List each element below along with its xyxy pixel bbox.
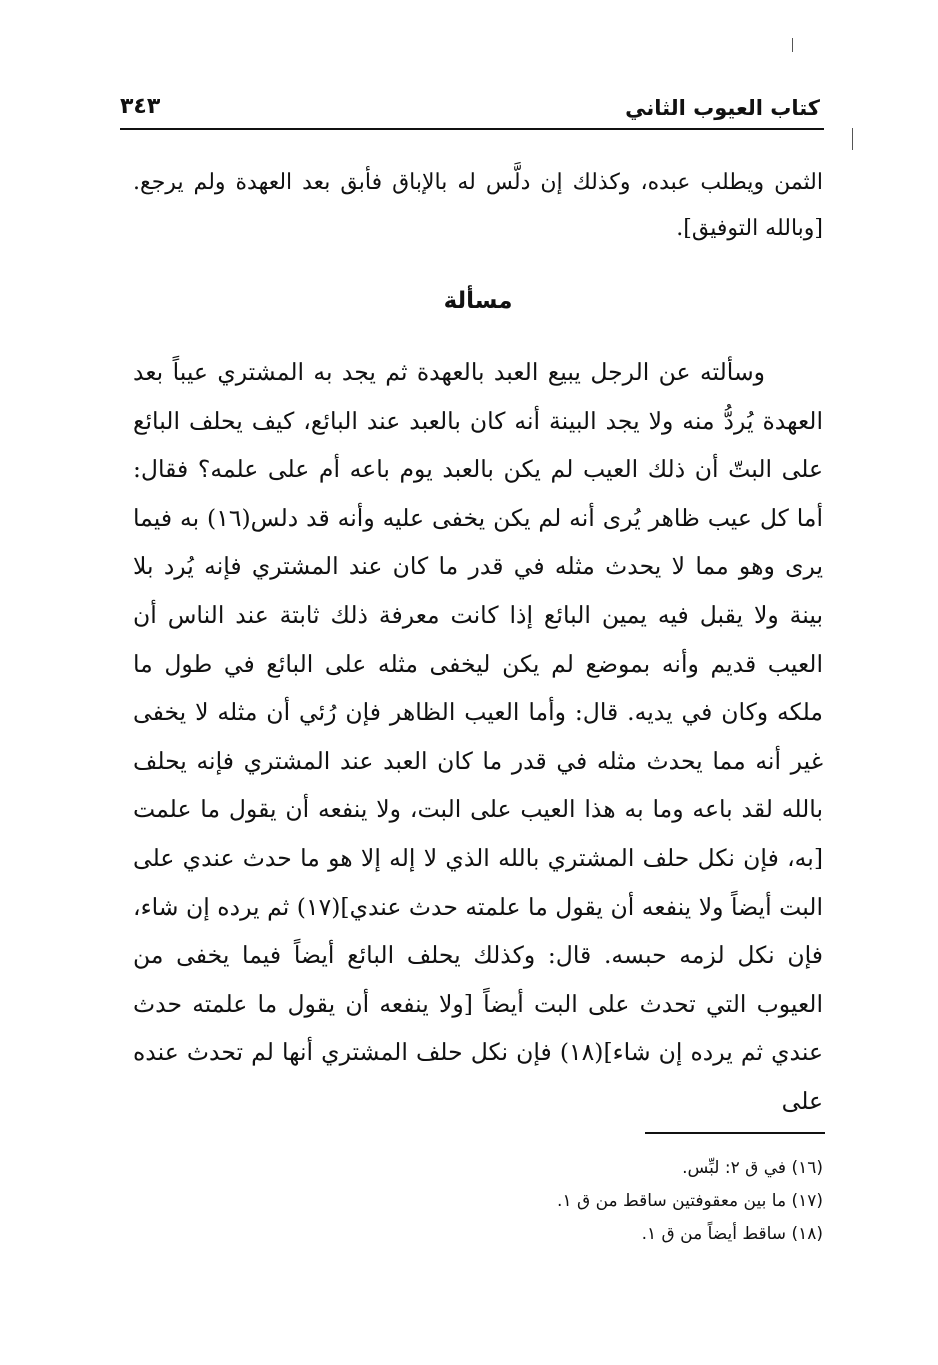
running-title: كتاب العيوب الثاني bbox=[625, 96, 820, 120]
scan-mark bbox=[792, 38, 793, 52]
footnote-rule bbox=[645, 1132, 825, 1134]
body-paragraph: وسألته عن الرجل يبيع العبد بالعهدة ثم يجد به المشتري عيباً بعد العهدة يُردُّ منه ولا يجد البينة أنه كان بالعبد عند البائع، كيف يحلف البائع على البتّ أن ذلك العيب لم يكن بالعبد يوم باعه أم على علمه؟ فقال: أما كل عيب ظاهر يُرى أنه لم يكن يخفى عليه وأنه قد دلس(١٦) به فيما يرى وهو مما لا يحدث مثله في قدر ما كان عند المشتري فإنه يُرد بلا بينة ولا يقبل فيه يمين البائع إذا كانت معرفة ذلك ثابتة عند الناس أن العيب قديم وأنه بموضع لم يكن ليخفى مثله على البائع في طول ما ملكه وكان في يديه. قال: وأما العيب الظاهر فإن رُئي أن مثله لا يخفى غير أنه مما يحدث مثله في قدر ما كان العبد عند المشتري فإنه يحلف بالله لقد باعه وما به هذا العيب على البت، ولا ينفعه أن يقول ما علمت [به، فإن نكل حلف المشتري بالله الذي لا إله إلا هو ما حدث عندي على البت أيضاً ولا ينفعه أن يقول ما علمته حدث عندي](١٧) ثم يرده إن شاء، فإن نكل لزمه حبسه. قال: وكذلك يحلف البائع أيضاً فيما يخفى من العيوب التي تحدث على البت أيضاً [ولا ينفعه أن يقول ما علمته حدث عندي ثم يرده إن شاء](١٨) فإن نكل حلف المشتري أنها لم تحدث عنده على bbox=[133, 358, 824, 1115]
running-header bbox=[120, 92, 820, 128]
page-number: ٣٤٣ bbox=[120, 94, 161, 119]
footnote-17: (١٧) ما بين معقوفتين ساقط من ق ١. bbox=[557, 1191, 823, 1211]
footnote-16: (١٦) في ق ٢: لبِّس. bbox=[682, 1158, 823, 1178]
scan-mark bbox=[852, 128, 853, 150]
footnote-18: (١٨) ساقط أيضاً من ق ١. bbox=[641, 1224, 823, 1244]
footnotes bbox=[123, 1152, 823, 1251]
section-heading: مسألة bbox=[443, 288, 513, 314]
intro-paragraph: الثمن ويطلب عبده، وكذلك إن دلَّس له بالإباق فأبق بعد العهدة ولم يرجع. [وبالله التوفيق]. bbox=[133, 170, 823, 241]
header-rule bbox=[120, 128, 824, 130]
